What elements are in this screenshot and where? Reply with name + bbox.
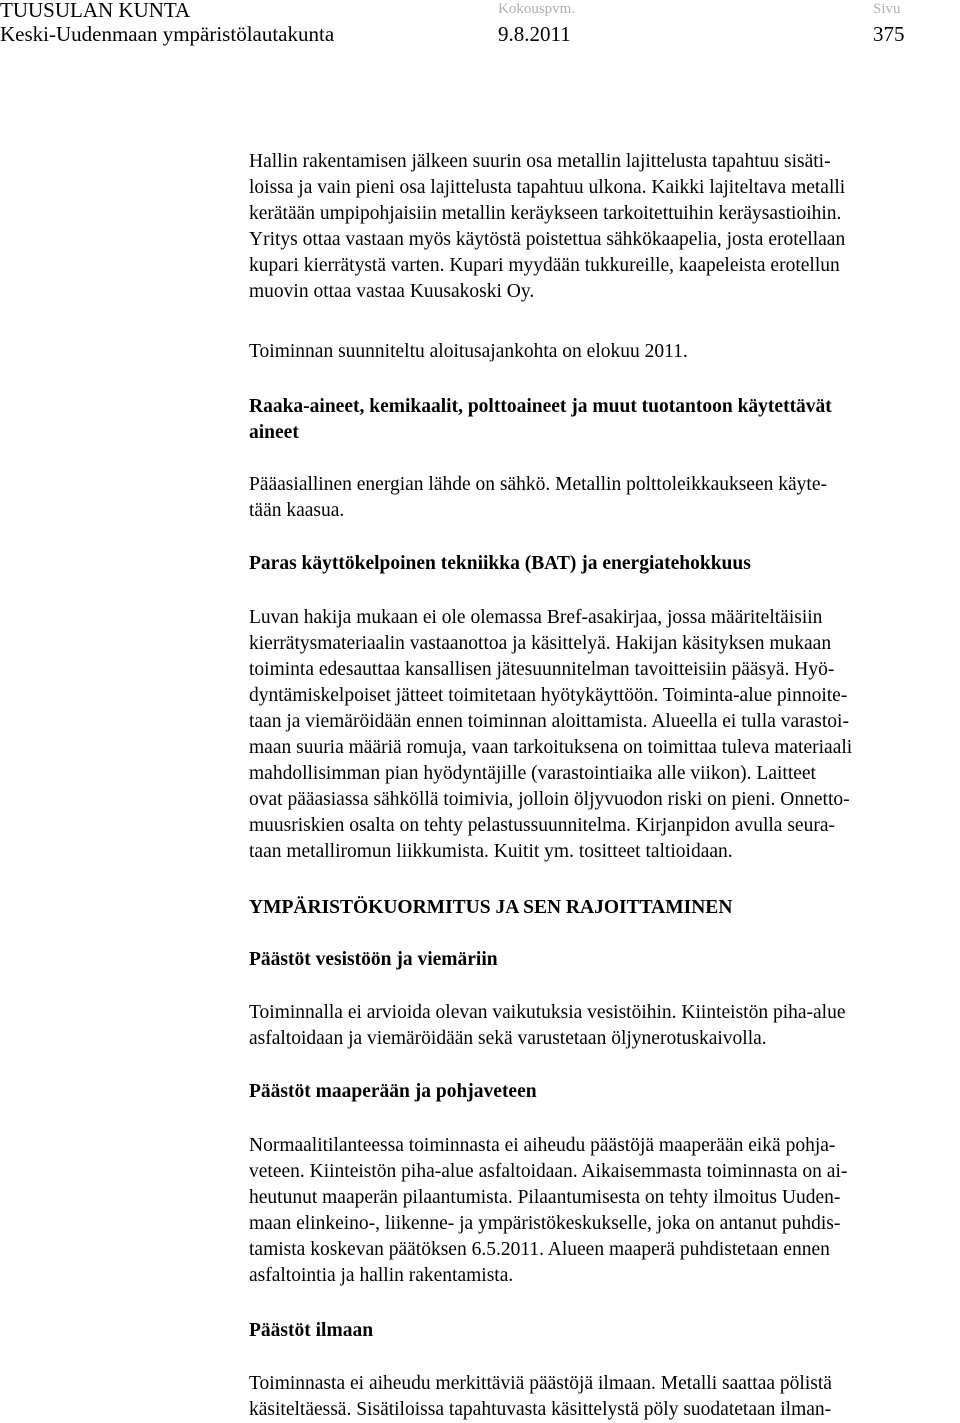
page-number: 375 xyxy=(873,22,905,46)
heading-air-emissions: Päästöt ilmaan xyxy=(249,1320,374,1341)
text-line: dyntämiskelpoiset jätteet toimitetaan hyötykäyttöön. Toiminta-alue pinnoite- xyxy=(249,685,848,706)
heading-line: aineet xyxy=(249,422,299,443)
paragraph-soil xyxy=(249,1133,960,1289)
heading-bat: Paras käyttökelpoinen tekniikka (BAT) ja energiatehokkuus xyxy=(249,553,751,574)
municipality-name: TUUSULAN KUNTA xyxy=(0,0,191,22)
page-label: Sivu xyxy=(873,1,901,17)
text-line: Hallin rakentamisen jälkeen suurin osa metallin lajittelusta tapahtuu sisäti- xyxy=(249,151,831,172)
page-header xyxy=(0,0,960,48)
text-line: loissa ja vain pieni osa lajittelusta tapahtuu ulkona. Kaikki lajiteltava metalli xyxy=(249,177,846,198)
board-name: Keski-Uudenmaan ympäristölautakunta xyxy=(0,22,335,46)
text-line: asfaltoidaan ja viemäröidään sekä varustetaan öljynerotuskaivolla. xyxy=(249,1028,767,1049)
text-line: taan ja viemäröidään ennen toiminnan aloittamista. Alueella ei tulla varastoi- xyxy=(249,711,849,732)
heading-water-emissions: Päästöt vesistöön ja viemäriin xyxy=(249,949,498,970)
text-line: ovat pääasiassa sähköllä toimivia, jolloin öljyvuodon riski on pieni. Onnetto- xyxy=(249,789,850,810)
text-line: Normaalitilanteessa toiminnasta ei aiheudu päästöjä maaperään eikä pohja- xyxy=(249,1135,836,1156)
text-line: taan metalliromun liikkumista. Kuitit ym. tositteet taltioidaan. xyxy=(249,841,733,862)
text-line: kierrätysmateriaalin vastaanottoa ja käsittelyä. Hakijan käsityksen mukaan xyxy=(249,633,832,654)
text-line: mahdollisimman pian hyödyntäjille (varastointiaika alle viikon). Laitteet xyxy=(249,763,816,784)
paragraph-water xyxy=(249,1000,960,1052)
text-line: tään kaasua. xyxy=(249,500,345,521)
text-line: asfaltointia ja hallin rakentamista. xyxy=(249,1265,514,1286)
heading-line: Raaka-aineet, kemikaalit, polttoaineet ja muut tuotantoon käytettävät xyxy=(249,396,832,417)
text-line: Yritys ottaa vastaan myös käytöstä poistettua sähkökaapelia, josta erotellaan xyxy=(249,229,846,250)
paragraph-start-date: Toiminnan suunniteltu aloitusajankohta on elokuu 2011. xyxy=(249,341,688,362)
text-line: veteen. Kiinteistön piha-alue asfaltoidaan. Aikaisemmasta toiminnasta on ai- xyxy=(249,1161,848,1182)
paragraph-energy xyxy=(249,472,960,524)
text-line: maan suuria määriä romuja, vaan tarkoituksena on toimittaa tuleva materiaali xyxy=(249,737,853,758)
text-line: maan elinkeino-, liikenne- ja ympäristökeskukselle, joka on antanut puhdis- xyxy=(249,1213,841,1234)
text-line: kerätään umpipohjaisiin metallin keräykseen tarkoitettuihin keräysastioihin. xyxy=(249,203,842,224)
text-line: muusriskien osalta on tehty pelastussuunnitelma. Kirjanpidon avulla seura- xyxy=(249,815,835,836)
heading-raw-materials xyxy=(249,394,960,446)
paragraph-metal-sorting xyxy=(249,149,960,305)
text-line: Luvan hakija mukaan ei ole olemassa Bref-asakirjaa, jossa määriteltäisiin xyxy=(249,607,823,628)
meeting-date: 9.8.2011 xyxy=(498,22,571,46)
text-line: Toiminnasta ei aiheudu merkittäviä päästöjä ilmaan. Metalli saattaa pölistä xyxy=(249,1373,832,1394)
paragraph-air xyxy=(249,1371,960,1423)
paragraph-bat xyxy=(249,605,960,865)
text-line: muovin ottaa vastaa Kuusakoski Oy. xyxy=(249,281,535,302)
text-line: tamista koskevan päätöksen 6.5.2011. Alueen maaperä puhdistetaan ennen xyxy=(249,1239,830,1260)
text-line: toiminta edesauttaa kansallisen jätesuunnitelman tavoitteisiin pääsyä. Hyö- xyxy=(249,659,835,680)
text-line: Pääasiallinen energian lähde on sähkö. Metallin polttoleikkaukseen käyte- xyxy=(249,474,827,495)
heading-soil-emissions: Päästöt maaperään ja pohjaveteen xyxy=(249,1081,537,1102)
text-line: heutunut maaperän pilaantumista. Pilaantumisesta on tehty ilmoitus Uuden- xyxy=(249,1187,841,1208)
meeting-date-label: Kokouspvm. xyxy=(498,1,576,17)
text-line: kupari kierrätystä varten. Kupari myydään tukkureille, kaapeleista erotellun xyxy=(249,255,840,276)
heading-emissions: YMPÄRISTÖKUORMITUS JA SEN RAJOITTAMINEN xyxy=(249,897,733,918)
text-line: käsiteltäessä. Sisätiloissa tapahtuvasta käsittelystä pöly suodatetaan ilman- xyxy=(249,1399,832,1420)
text-line: Toiminnalla ei arvioida olevan vaikutuksia vesistöihin. Kiinteistön piha-alue xyxy=(249,1002,846,1023)
